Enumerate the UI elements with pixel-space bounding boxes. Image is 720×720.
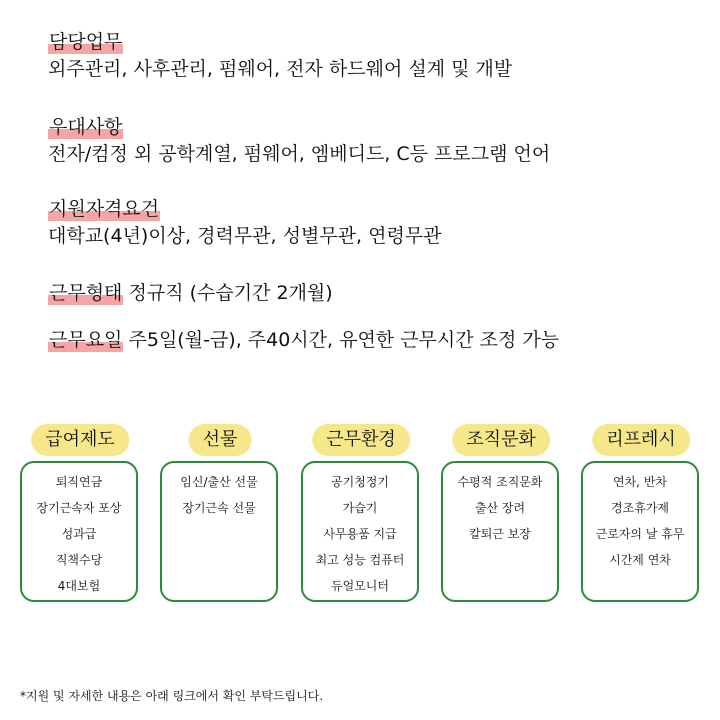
list-item: 공기청정기 xyxy=(331,475,389,489)
section-duty xyxy=(48,30,512,82)
benefit-environment-card xyxy=(301,461,419,602)
benefit-salary-card xyxy=(20,461,138,602)
list-item: 가습기 xyxy=(342,501,378,515)
list-item: 듀얼모니터 xyxy=(331,579,389,593)
list-item: 장기근속자 포상 xyxy=(36,501,122,515)
section-workdays xyxy=(48,328,559,352)
list-item: 임신/출산 선물 xyxy=(180,475,258,489)
footnote: *지원 및 자세한 내용은 아래 링크에서 확인 부탁드립니다. xyxy=(20,689,324,703)
benefit-environment-title: 근무환경 xyxy=(312,424,410,456)
list-item: 연차, 반차 xyxy=(613,475,667,489)
benefit-gift-title: 선물 xyxy=(189,424,252,456)
benefit-refresh-title: 리프레시 xyxy=(592,424,690,456)
list-item: 성과급 xyxy=(61,527,97,541)
benefit-culture-title: 조직문화 xyxy=(452,424,550,456)
section-preference-text: 전자/컴정 외 공학계열, 펌웨어, 엠베디드, C등 프로그램 언어 xyxy=(48,143,551,165)
list-item: 시간제 연차 xyxy=(609,553,671,567)
section-qualification-text: 대학교(4년)이상, 경력무관, 성별무관, 연령무관 xyxy=(48,225,442,247)
section-duty-label: 담당업무 xyxy=(49,31,123,53)
list-item: 퇴직연금 xyxy=(55,475,103,489)
list-item: 수평적 조직문화 xyxy=(457,475,543,489)
section-workdays-text: 주5일(월-금), 주40시간, 유연한 근무시간 조정 가능 xyxy=(128,329,560,351)
list-item: 출산 장려 xyxy=(474,501,526,515)
list-item: 최고 성능 컴퓨터 xyxy=(315,553,405,567)
benefit-salary-title: 급여제도 xyxy=(31,424,129,456)
section-qualification xyxy=(48,197,442,249)
list-item: 직책수당 xyxy=(55,553,103,567)
list-item: 4대보험 xyxy=(57,579,101,593)
list-item: 장기근속 선물 xyxy=(182,501,256,515)
section-employment-text: 정규직 (수습기간 2개월) xyxy=(128,282,333,304)
section-duty-text: 외주관리, 사후관리, 펌웨어, 전자 하드웨어 설계 및 개발 xyxy=(48,58,513,80)
section-employment xyxy=(48,281,333,305)
section-qualification-label: 지원자격요건 xyxy=(49,198,160,220)
section-preference-label: 우대사항 xyxy=(49,116,123,138)
list-item: 경조휴가제 xyxy=(611,501,669,515)
benefit-refresh-card xyxy=(581,461,699,602)
section-employment-label: 근무형태 xyxy=(49,282,123,304)
section-workdays-label: 근무요일 xyxy=(49,329,123,351)
list-item: 칼퇴근 보장 xyxy=(469,527,531,541)
list-item: 근로자의 날 휴무 xyxy=(595,527,685,541)
list-item: 사무용품 지급 xyxy=(323,527,397,541)
benefit-culture-card xyxy=(441,461,559,602)
benefit-gift-card xyxy=(160,461,278,602)
section-preference xyxy=(48,115,550,167)
